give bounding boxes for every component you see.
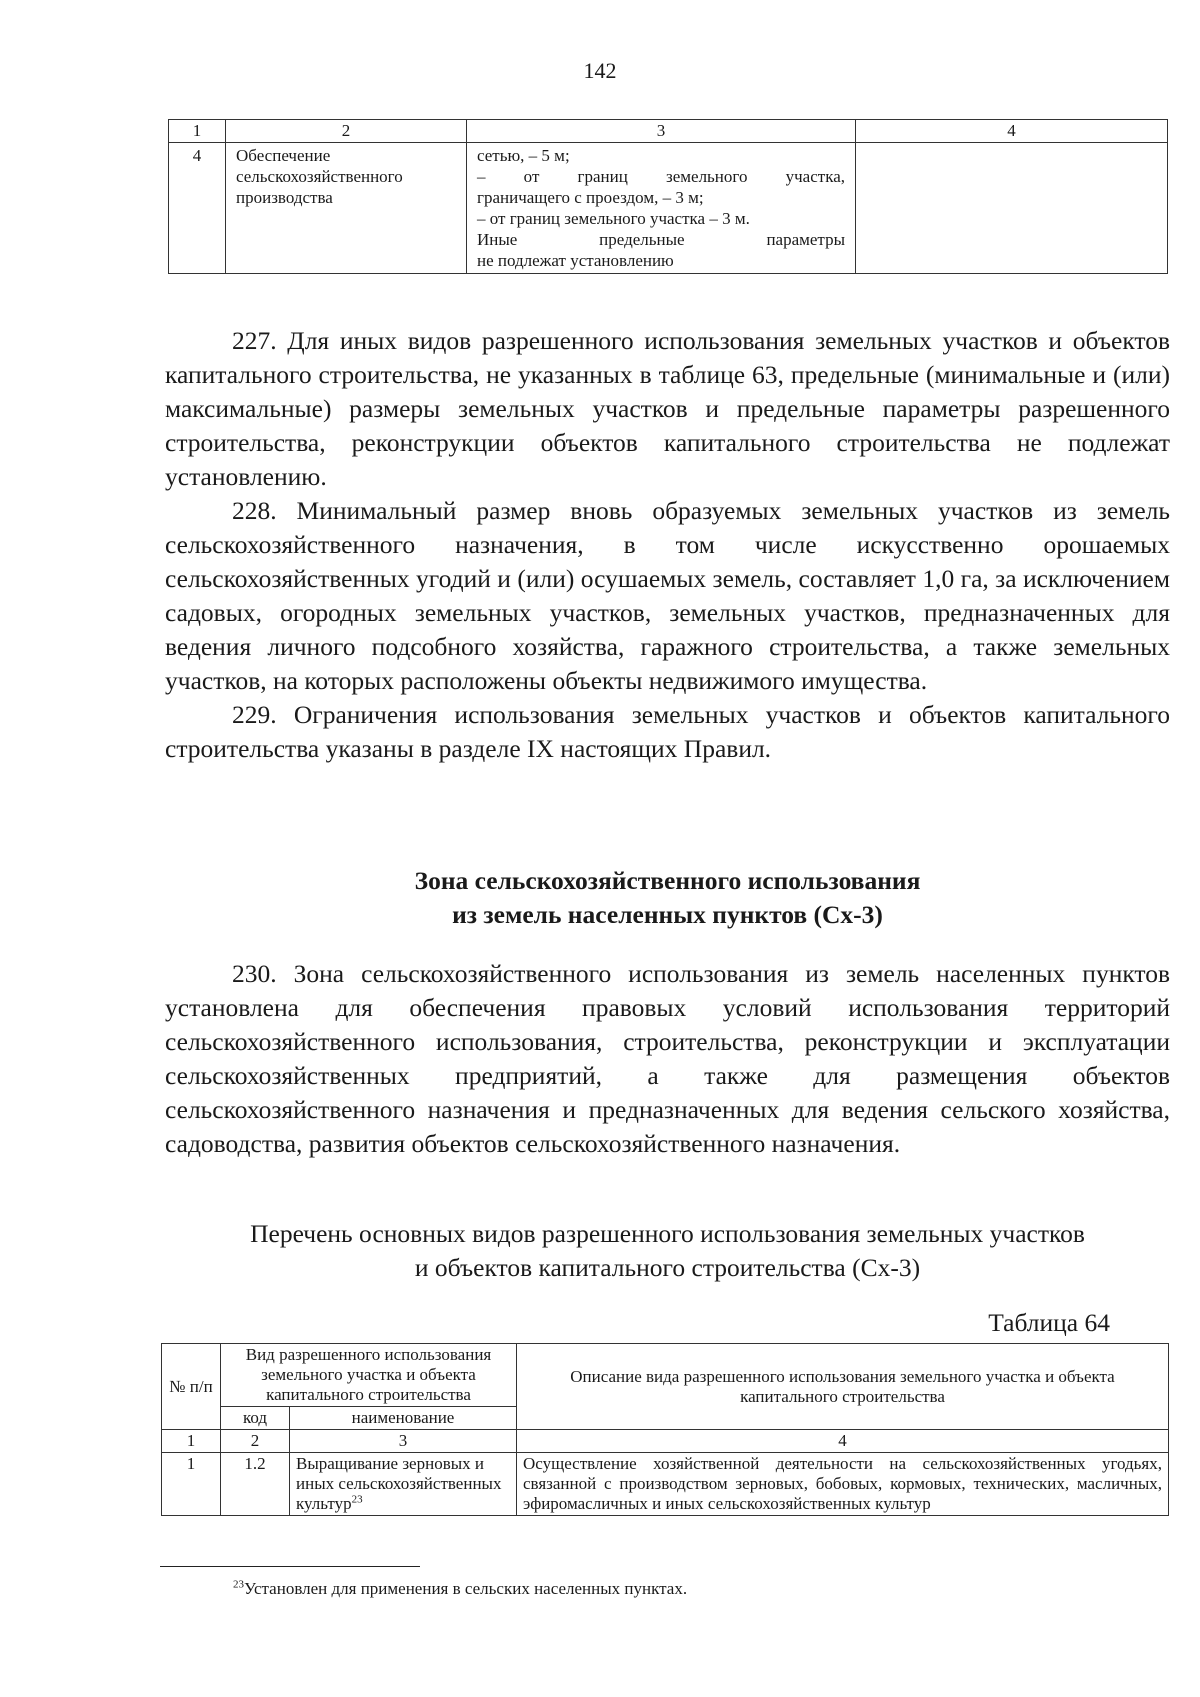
table-header-row	[169, 120, 1168, 143]
row-description: Осуществление хозяйственной деятельности на сельскохозяйственных угодьях, связанной с производством зерновых, бобовых, кормовых, технических, масличных, эфиромасличных и иных сельскохозяйственных культур	[517, 1453, 1169, 1516]
table-label: Таблица 64	[988, 1308, 1110, 1337]
paragraph-230-block	[165, 957, 1170, 1161]
col-number: 3	[290, 1430, 517, 1453]
usage-table	[161, 1343, 1169, 1516]
paragraphs-227-229	[165, 324, 1170, 766]
paragraph-230: 230. Зона сельскохозяйственного использования из земель населенных пунктов установлена для обеспечения правовых условий использования территорий сельскохозяйственного использования, строительства, реконструкции и эксплуатации сельскохозяйственных предприятий, а также для размещения объектов сельскохозяйственного назначения и предназначенных для ведения сельского хозяйства, садоводства, развития объектов сельскохозяйственного назначения.	[165, 959, 1170, 1158]
footnote-text: Установлен для применения в сельских населенных пунктах.	[244, 1579, 688, 1598]
header-name: наименование	[290, 1407, 517, 1430]
usage-name: Обеспечение сельскохозяйственного производства	[226, 143, 467, 274]
col-header-4: 4	[856, 120, 1168, 143]
section-heading-line-2: из земель населенных пунктов (Сх-3)	[452, 900, 883, 929]
footnote-divider	[160, 1566, 420, 1567]
page-number: 142	[583, 58, 617, 83]
param-line: граничащего с проездом, – 3 м;	[477, 188, 704, 207]
footnote-marker: 23	[351, 1493, 363, 1506]
row-code: 1.2	[221, 1453, 290, 1516]
header-number: № п/п	[162, 1344, 221, 1430]
param-line: Иные предельные параметры	[477, 230, 845, 249]
table-header-row	[162, 1344, 1169, 1407]
section-heading	[165, 864, 1170, 932]
row-number: 1	[162, 1453, 221, 1516]
section-heading-line-1: Зона сельскохозяйственного использования	[414, 866, 921, 895]
paragraph-227: 227. Для иных видов разрешенного использования земельных участков и объектов капитального строительства, не указанных в таблице 63, предельные (минимальные и (или) максимальные) размеры земельных участков и предельные параметры разрешенного строительства, реконструкции объектов капитального строительства не подлежат установлению.	[165, 326, 1170, 491]
table-row	[162, 1453, 1169, 1516]
column-number-row	[162, 1430, 1169, 1453]
list-heading-line-1: Перечень основных видов разрешенного использования земельных участков	[250, 1219, 1085, 1248]
list-heading	[165, 1217, 1170, 1285]
row-number: 4	[169, 143, 226, 274]
usage-parameters	[467, 143, 856, 274]
header-description: Описание вида разрешенного использования земельного участка и объекта капитального строительства	[517, 1344, 1169, 1430]
param-line: – от границ земельного участка – 3 м.	[477, 209, 750, 228]
col-header-2: 2	[226, 120, 467, 143]
param-line: не подлежат установлению	[477, 251, 674, 270]
header-code: код	[221, 1407, 290, 1430]
continuation-table	[168, 119, 1168, 274]
col-header-1: 1	[169, 120, 226, 143]
param-line: – от границ земельного участка,	[477, 167, 845, 186]
header-usage-type: Вид разрешенного использования земельного участка и объекта капитального строительства	[221, 1344, 517, 1407]
col-number: 1	[162, 1430, 221, 1453]
col-number: 2	[221, 1430, 290, 1453]
footnote	[233, 1578, 687, 1600]
table-row	[169, 143, 1168, 274]
col-header-3: 3	[467, 120, 856, 143]
param-line: сетью, – 5 м;	[477, 146, 570, 165]
column-4-cell	[856, 143, 1168, 274]
row-name-text: Выращивание зерновых и иных сельскохозяйственных культур	[296, 1454, 502, 1513]
col-number: 4	[517, 1430, 1169, 1453]
list-heading-line-2: и объектов капитального строительства (Сх-3)	[414, 1253, 921, 1282]
footnote-mark: 23	[233, 1578, 244, 1591]
row-name	[290, 1453, 517, 1516]
paragraph-229: 229. Ограничения использования земельных участков и объектов капитального строительства указаны в разделе IX настоящих Правил.	[165, 700, 1170, 763]
paragraph-228: 228. Минимальный размер вновь образуемых земельных участков из земель сельскохозяйственного назначения, в том числе искусственно орошаемых сельскохозяйственных угодий и (или) осушаемых земель, составляет 1,0 га, за исключением садовых, огородных земельных участков, земельных участков, предназначенных для ведения личного подсобного хозяйства, гаражного строительства, а также земельных участков, на которых расположены объекты недвижимого имущества.	[165, 496, 1170, 695]
